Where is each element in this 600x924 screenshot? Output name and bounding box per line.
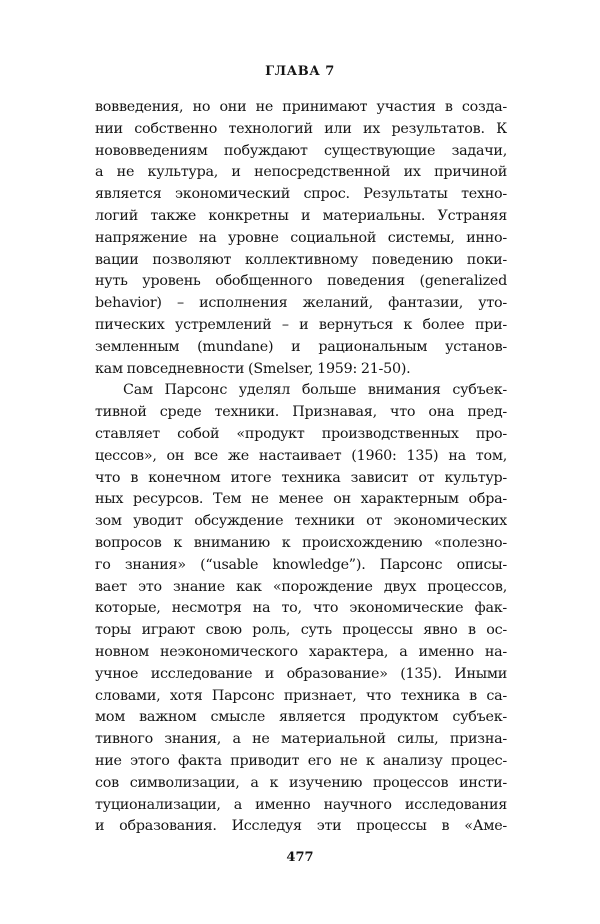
text-line: зом уводит обсуждение техники от экономических	[95, 513, 507, 530]
paragraph-start-line: Сам Парсонс уделял больше внимания субъек-	[123, 382, 507, 399]
text-line: тивной среде техники. Признавая, что она пред-	[95, 404, 507, 421]
text-line: вации позволяют коллективному поведению поки-	[95, 251, 507, 268]
page-number: 477	[286, 850, 314, 865]
text-line: новном неэкономического характера, а именно на-	[95, 643, 507, 660]
chapter-header: ГЛАВА 7	[265, 64, 335, 79]
text-line: и образования. Исследуя эти процессы в «Аме-	[95, 818, 507, 835]
text-line: ние этого факта приводит его не к анализу процес-	[95, 752, 507, 769]
text-line: мом важном смысле является продуктом субъек-	[95, 709, 507, 726]
body-text	[95, 97, 507, 838]
text-line: пических устремлений – и вернуться к более при-	[95, 316, 507, 333]
text-line: нии собственно технологий или их результатов. К	[95, 120, 507, 137]
text-line: учное исследование и образование» (135). Иными	[95, 665, 507, 682]
paragraph-end-line: кам повседневности (Smelser, 1959: 21-50).	[95, 360, 411, 377]
text-line: что в конечном итоге техника зависит от культур-	[95, 469, 507, 486]
text-line: вовведения, но они не принимают участия в созда-	[95, 99, 507, 115]
text-line: го знания» (“usable knowledge”). Парсонс описы-	[95, 556, 507, 573]
text-line: сов символизации, а к изучению процессов инсти-	[95, 774, 507, 791]
text-line: напряжение на уровне социальной системы, инно-	[95, 229, 507, 246]
text-line: является экономический спрос. Результаты техно-	[95, 186, 507, 203]
text-line: земленным (mundane) и рациональным установ-	[95, 338, 507, 355]
text-line: логий также конкретны и материальны. Устраняя	[95, 207, 507, 224]
text-line: ставляет собой «продукт производственных про-	[95, 425, 507, 442]
text-line: торы играют свою роль, суть процессы явно в ос-	[95, 622, 507, 639]
text-line: ных ресурсов. Тем не менее он характерным обра-	[95, 491, 507, 508]
text-line: туционализации, а именно научного исследования	[95, 796, 507, 813]
text-line: нововведениям побуждают существующие задачи,	[95, 142, 507, 159]
text-line: а не культура, и непосредственной их причиной	[95, 164, 507, 181]
text-line: нуть уровень обобщенного поведения (generalized	[95, 273, 507, 290]
text-line: вопросов к вниманию к происхождению «полезно-	[95, 534, 507, 551]
text-line: цессов», он все же настаивает (1960: 135) на том,	[95, 447, 507, 464]
text-line: behavior) – исполнения желаний, фантазии, уто-	[95, 295, 507, 312]
text-line: которые, несмотря на то, что экономические фак-	[95, 600, 507, 617]
text-line: тивного знания, а не материальной силы, призна-	[95, 731, 507, 748]
text-line: словами, хотя Парсонс признает, что техника в са-	[95, 687, 507, 704]
text-line: вает это знание как «порождение двух процессов,	[95, 578, 507, 595]
